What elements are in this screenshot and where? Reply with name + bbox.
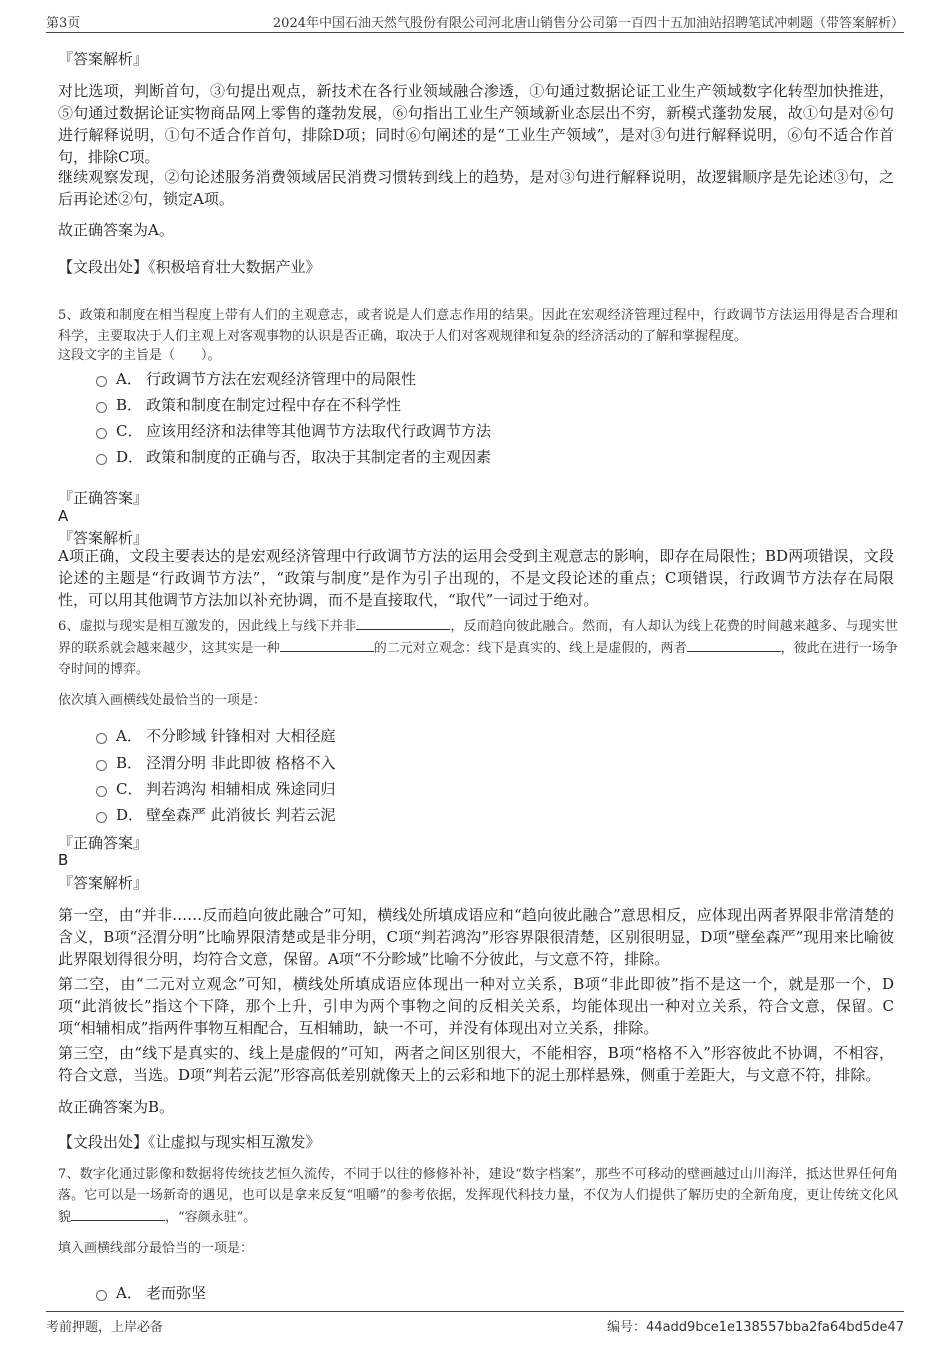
q7-question: 填入画横线部分最恰当的一项是：: [58, 1241, 254, 1256]
radio-icon[interactable]: [96, 402, 107, 413]
radio-icon[interactable]: [96, 733, 107, 744]
radio-icon[interactable]: [96, 760, 107, 771]
q4-analysis-paragraph: 对比选项，判断首句，③句提出观点，新技术在各行业领域融合渗透，①句通过数据论证工业生产领域数字化转型加快推进，⑤句通过数据论证实物商品网上零售的蓬勃发展，⑥句指出工业生产领域新业态层出不穷，新模式蓬勃发展，故①句是对⑥句进行解释说明，①句不适合作首句，排除D项；同时⑥句阐述的是“工业生产领域”，是对③句进行解释说明，⑥句不适合作首句，排除C项。: [58, 82, 894, 166]
q5-question: 这段文字的主旨是（ ）。: [58, 348, 221, 363]
header-divider: [46, 32, 904, 33]
q4-analysis-paragraph: 继续观察发现，②句论述服务消费领域居民消费习惯转到线上的趋势，是对③句进行解释说明，故逻辑顺序是先论述③句，之后再论述②句，锁定A项。: [58, 168, 894, 208]
q6-stem: 6、虚拟与现实是相互激发的，因此线上与线下并非 ，反而趋向彼此融合。然而，有人却认为线上花费的时间越来越多、与现实世界的联系就会越来越少，这其实是一种 的二元对立观念：线下是真实的、线上是虚假的，两者 ，彼此在进行一场争夺时间的博弈。: [58, 615, 898, 680]
q5-option-c[interactable]: C． 应该用经济和法律等其他调节方法取代行政调节方法: [96, 420, 491, 441]
q5-option-b[interactable]: B． 政策和制度在制定过程中存在不科学性: [96, 394, 401, 415]
document-serial: [607, 1316, 904, 1335]
q6-analysis-paragraph: 第一空，由“并非……反而趋向彼此融合”可知，横线处所填成语应和“趋向彼此融合”意思相反，应体现出两者界限非常清楚的含义，B项“泾渭分明”比喻界限清楚或是非分明，C项“判若鸿沟”形容界限很清楚，区别很明显，D项“壁垒森严”现用来比喻彼此界限划得很分明，均符合文意，保留。A项“不分畛域”比喻不分彼此，与文意不符，排除。: [58, 906, 894, 968]
radio-icon[interactable]: [96, 812, 107, 823]
q6-option-d[interactable]: D． 壁垒森严 此消彼长 判若云泥: [96, 804, 336, 825]
q4-source: 【文段出处】《积极培育壮大数据产业》: [58, 258, 321, 276]
q5-analysis-label: 『答案解析』: [58, 529, 149, 547]
q6-analysis-label: 『答案解析』: [58, 874, 149, 892]
q5-option-a[interactable]: A． 行政调节方法在宏观经济管理中的局限性: [96, 368, 416, 389]
footer-slogan: 考前押题，上岸必备: [46, 1320, 164, 1335]
blank-line: [356, 615, 450, 630]
radio-icon[interactable]: [96, 786, 107, 797]
blank-line: [280, 637, 374, 652]
q6-question: 依次填入画横线处最恰当的一项是：: [58, 693, 267, 708]
blank-line: [687, 637, 781, 652]
q5-answer-label: 『正确答案』: [58, 489, 149, 507]
q5-stem: 5、政策和制度在相当程度上带有人们的主观意志，或者说是人们意志作用的结果。因此在宏观经济管理过程中，行政调节方法运用得是否合理和科学，主要取决于人们主观上对客观事物的认识是否正确，取决于人们对客观规律和复杂的经济活动的了解和掌握程度。: [58, 308, 898, 344]
q6-answer-label: 『正确答案』: [58, 834, 149, 852]
radio-icon[interactable]: [96, 376, 107, 387]
radio-icon[interactable]: [96, 1290, 107, 1301]
radio-icon[interactable]: [96, 428, 107, 439]
document-title: 2024年中国石油天然气股份有限公司河北唐山销售分公司第一百四十五加油站招聘笔试冲刺题（带答案解析）: [272, 16, 904, 31]
page-number: 第3页: [46, 16, 81, 31]
serial-label: 编号：: [607, 1320, 647, 1335]
q6-analysis-paragraph: 故正确答案为B。: [58, 1098, 175, 1116]
blank-line: [71, 1206, 165, 1221]
q6-option-b[interactable]: B． 泾渭分明 非此即彼 格格不入: [96, 752, 336, 773]
serial-number: 44add9bce1e138557bba2fa64bd5de47: [646, 1320, 904, 1335]
q6-option-c[interactable]: C． 判若鸿沟 相辅相成 殊途同归: [96, 778, 336, 799]
q7-option-a[interactable]: A． 老而弥坚: [96, 1282, 206, 1303]
q5-answer: A: [58, 507, 69, 525]
q6-source: 【文段出处】《让虚拟与现实相互激发》: [58, 1133, 321, 1151]
q6-answer: B: [58, 851, 69, 869]
q6-analysis-paragraph: 第三空，由“线下是真实的、线上是虚假的”可知，两者之间区别很大，不能相容，B项“格格不入”形容彼此不协调，不相容，符合文意，当选。D项“判若云泥”形容高低差别就像天上的云彩和地下的泥土那样悬殊，侧重于差距大，与文意不符，排除。: [58, 1044, 894, 1084]
q6-option-a[interactable]: A． 不分畛域 针锋相对 大相径庭: [96, 725, 336, 746]
q7-stem: 7、数字化通过影像和数据将传统技艺恒久流传，不同于以往的修修补补，建设“数字档案”，那些不可移动的壁画越过山川海洋，抵达世界任何角落。它可以是一场新奇的遇见，也可以是拿来反复“咀嚼”的参考依据，发挥现代科技力量，不仅为人们提供了解历史的全新角度，更让传统文化风貌 ，“容颜永驻”。: [58, 1167, 898, 1225]
q6-analysis-paragraph: 第二空，由“二元对立观念”可知，横线处所填成语应体现出一种对立关系，B项“非此即彼”指不是这一个，就是那一个，D项“此消彼长”指这个下降，那个上升，引申为两个事物之间的反相关关系，均能体现出一种对立关系，符合文意，保留。C项“相辅相成”指两件事物互相配合，互相辅助，缺一不可，并没有体现出对立关系，排除。: [58, 975, 894, 1037]
q4-analysis-label: 『答案解析』: [58, 50, 149, 68]
q5-option-d[interactable]: D． 政策和制度的正确与否，取决于其制定者的主观因素: [96, 446, 491, 467]
q5-analysis: A项正确，文段主要表达的是宏观经济管理中行政调节方法的运用会受到主观意志的影响，即存在局限性；BD两项错误，文段论述的主题是“行政调节方法”，“政策与制度”是作为引子出现的，不是文段论述的重点；C项错误，行政调节方法存在局限性，可以用其他调节方法加以补充协调，而不是直接取代，“取代”一词过于绝对。: [58, 547, 895, 609]
footer-divider: [46, 1311, 904, 1312]
q4-analysis-paragraph: 故正确答案为A。: [58, 221, 174, 239]
radio-icon[interactable]: [96, 454, 107, 465]
